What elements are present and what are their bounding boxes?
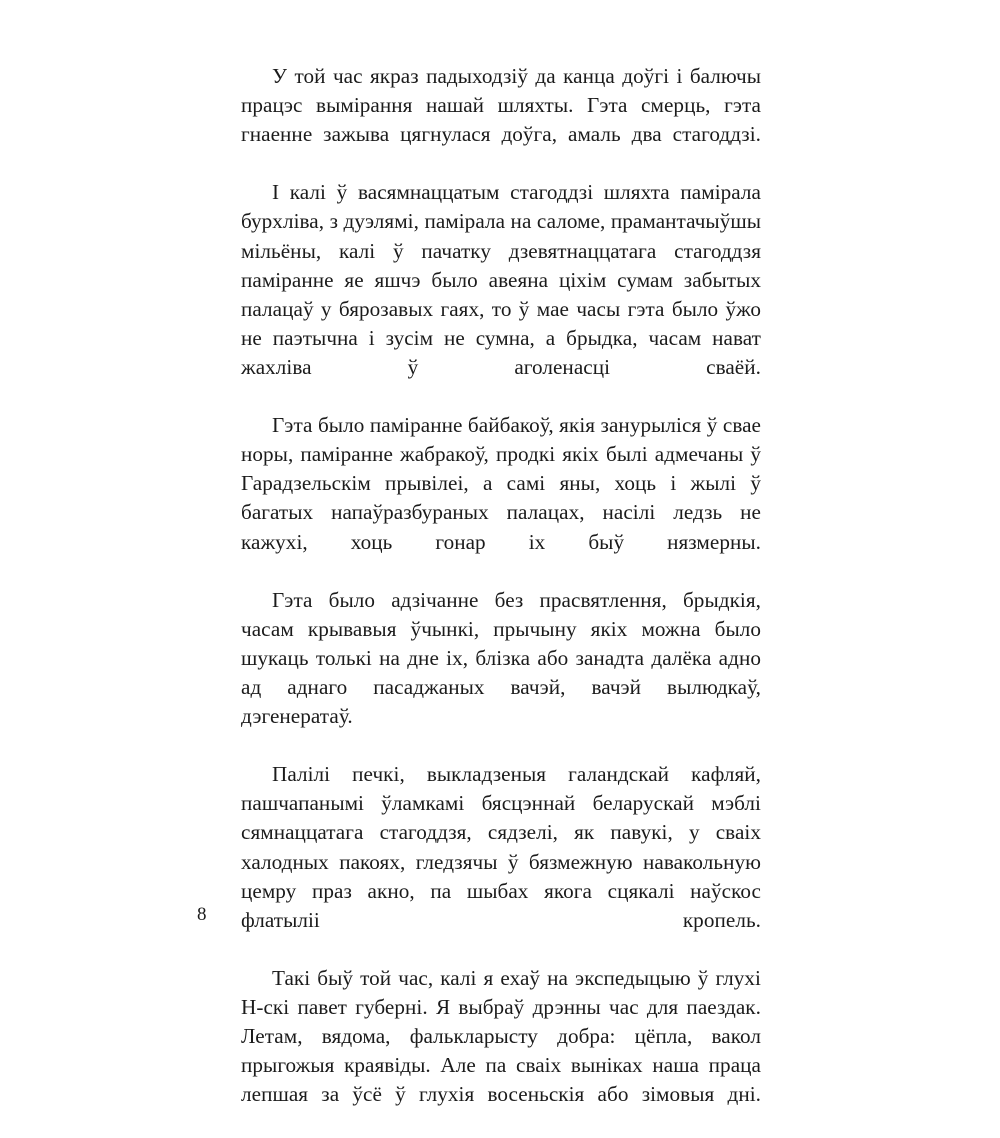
paragraph: Палілі печкі, выкладзеныя галандскай кафляй, пашчапанымі ўламкамі бясцэннай беларускай мэблі сямнаццатага стагоддзя, сядзелі, як павукі, у сваіх халодных пакоях, гледзячы ў бязмежную навакольную цемру праз акно, па шыбах якога сцякалі наўскос флатыліі кропель.	[241, 762, 761, 932]
body-text-column	[241, 62, 761, 1138]
page-number: 8	[197, 904, 207, 925]
paragraph: І калі ў васямнаццатым стагоддзі шляхта памірала бурхліва, з дуэлямі, памірала на саломе, прамантачыўшы мільёны, калі ў пачатку дзевятнаццатага стагоддзя паміранне яе яшчэ было авеяна ціхім сумам забытых палацаў у бярозавых гаях, то ў мае часы гэта было ўжо не паэтычна і зусім не сумна, а брыдка, часам нават жахліва ў аголенасці сваёй.	[241, 180, 761, 379]
paragraph: Гэта было адзічанне без прасвятлення, брыдкія, часам крывавыя ўчынкі, прычыну якіх можна было шукаць толькі на дне іх, блізка або занадта далёка адно ад аднаго пасаджаных вачэй, вачэй вылюдкаў, дэгенератаў.	[241, 587, 761, 729]
paragraph: У той час якраз падыходзіў да канца доўгі і балючы працэс вымірання нашай шляхты. Гэта смерць, гэта гнаенне зажыва цягнулася доўга, амаль два стагоддзі.	[241, 64, 761, 147]
paragraph: Гэта было паміранне байбакоў, якія занурыліся ў свае норы, паміранне жабракоў, продкі якіх былі адмечаны ў Гарадзельскім прывілеі, а самі яны, хоць і жылі ў багатых напаўразбураных палацах, насілі ледзь не кажухі, хоць гонар іх быў нязмерны.	[241, 413, 761, 554]
paragraph: Такі быў той час, калі я ехаў на экспедыцыю ў глухі Н-скі павет губерні. Я выбраў дрэнны час для паездак. Летам, вядома, фалькларысту добра: цёпла, вакол прыгожыя краявіды. Але па сваіх выніках наша праца лепшая за ўсё ў глухія восеньскія або зімовыя дні.	[241, 965, 761, 1107]
